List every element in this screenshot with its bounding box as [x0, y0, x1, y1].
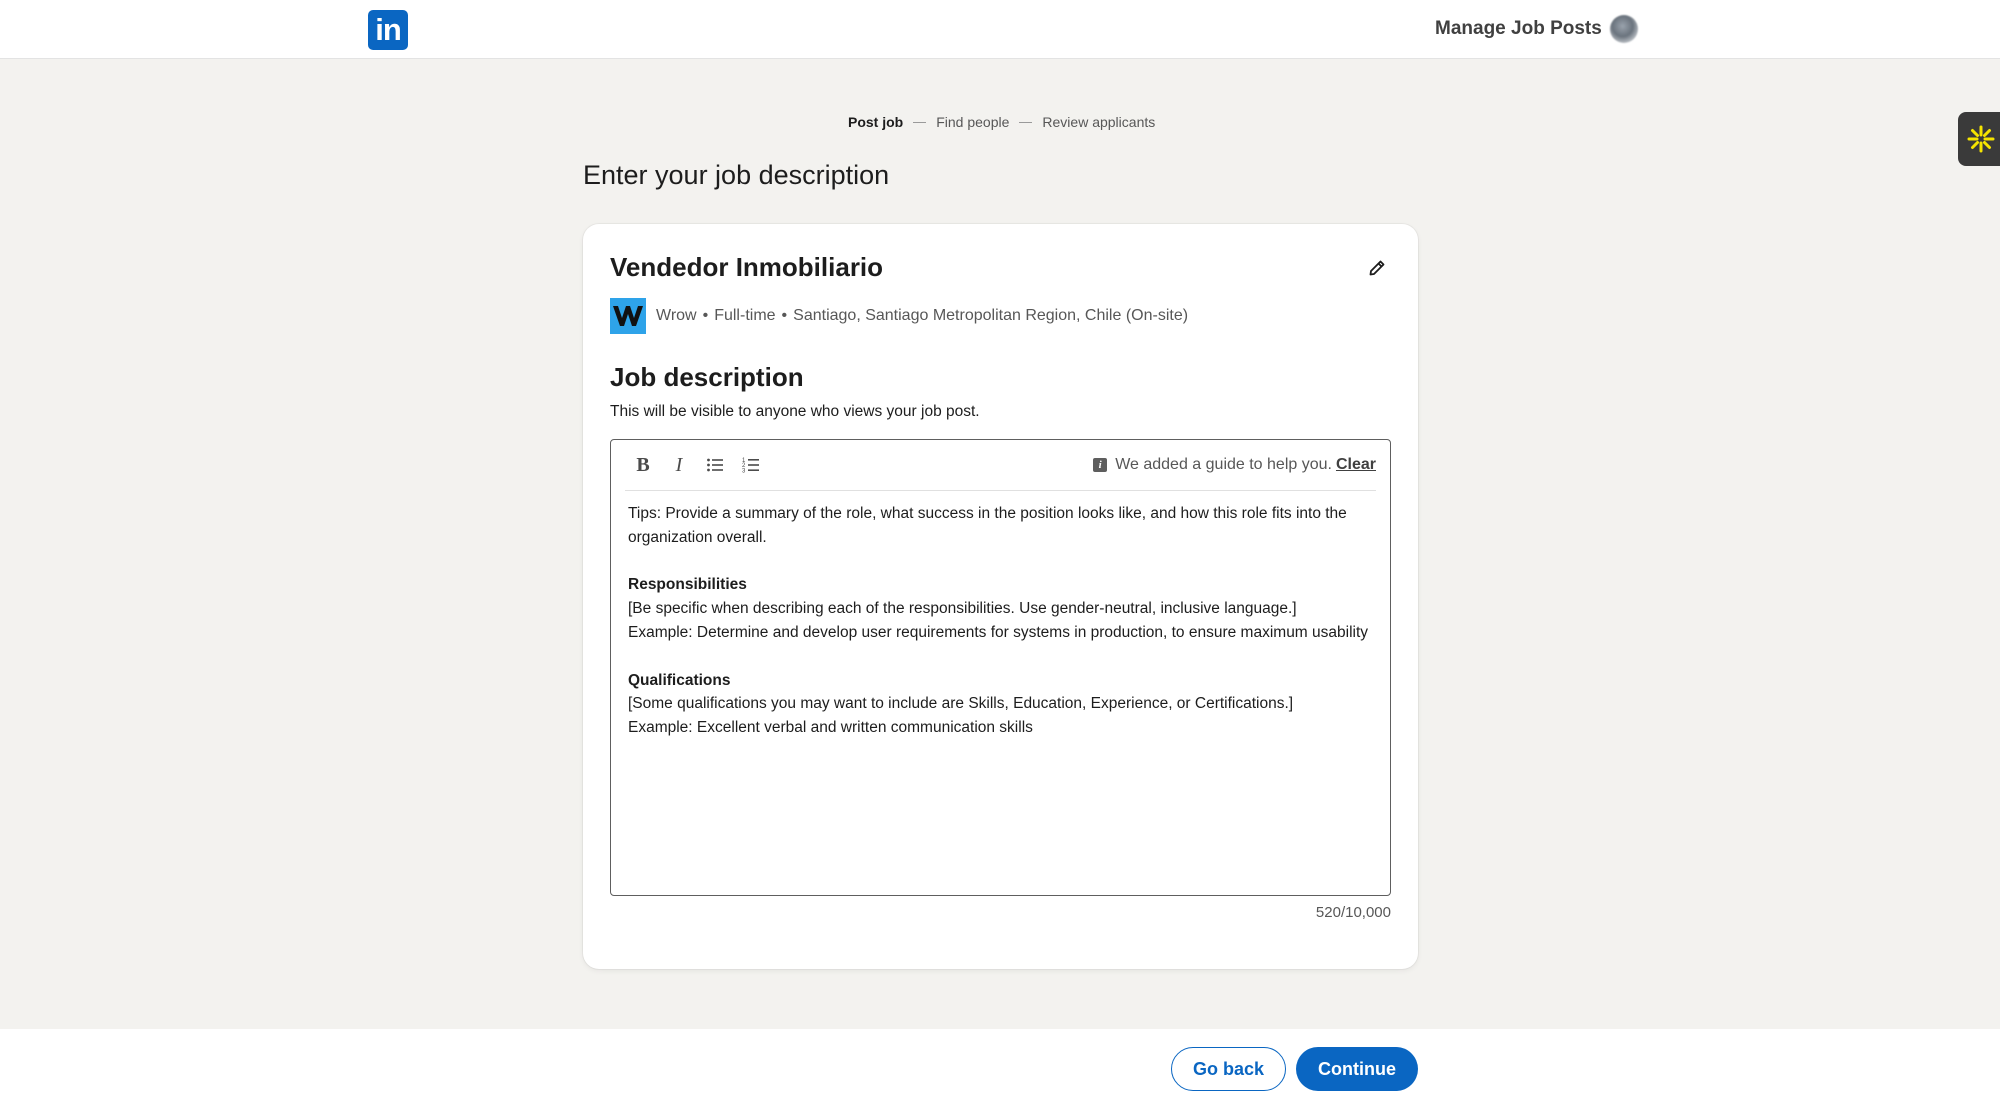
manage-job-posts-link[interactable]: Manage Job Posts — [1435, 18, 1602, 39]
qualifications-heading: Qualifications — [628, 671, 731, 689]
assistant-widget-button[interactable] — [1958, 112, 2000, 166]
company-name: Wrow — [656, 307, 697, 324]
svg-text:1: 1 — [742, 458, 746, 464]
job-description-subtext: This will be visible to anyone who views your job post. — [610, 403, 980, 420]
go-back-button[interactable]: Go back — [1171, 1047, 1286, 1091]
step-divider — [913, 122, 926, 123]
bold-button[interactable] — [625, 447, 661, 483]
meta-separator: • — [702, 307, 709, 324]
company-w-logo-icon — [612, 305, 644, 327]
continue-button[interactable]: Continue — [1296, 1047, 1418, 1091]
edit-job-button[interactable] — [1363, 254, 1391, 282]
editor-text-area[interactable] — [628, 502, 1378, 740]
step-review-applicants: Review applicants — [1042, 114, 1156, 130]
bold-icon: B — [636, 453, 650, 476]
step-divider — [1019, 122, 1032, 123]
editor-toolbar — [625, 440, 1376, 491]
job-description-card — [583, 224, 1418, 969]
svg-text:3: 3 — [742, 468, 746, 474]
top-navigation-bar — [0, 0, 2000, 59]
responsibilities-line: [Be specific when describing each of the responsibilities. Use gender-neutral, inclusive language.] — [628, 600, 1297, 618]
guide-notice — [1093, 456, 1376, 474]
responsibilities-heading: Responsibilities — [628, 576, 747, 594]
tips-text: Tips: Provide a summary of the role, what success in the position looks like, and how this role fits into the organization overall. — [628, 505, 1347, 546]
job-description-editor[interactable] — [610, 439, 1391, 896]
info-icon: i — [1093, 458, 1107, 472]
step-find-people: Find people — [936, 114, 1010, 130]
pencil-icon — [1368, 259, 1386, 277]
job-title: Vendedor Inmobiliario — [610, 252, 884, 282]
bullet-list-button[interactable] — [697, 447, 733, 483]
company-logo — [610, 298, 646, 334]
meta-separator: • — [781, 307, 788, 324]
qualifications-line: [Some qualifications you may want to include are Skills, Education, Experience, or Certifications.] — [628, 695, 1294, 713]
italic-button[interactable] — [661, 447, 697, 483]
progress-stepper — [848, 114, 1155, 130]
italic-icon: I — [675, 453, 683, 476]
guide-text: We added a guide to help you. — [1115, 456, 1332, 473]
employment-type: Full-time — [714, 307, 776, 324]
qualifications-example: Example: Excellent verbal and written communication skills — [628, 719, 1033, 737]
footer-actions — [0, 1029, 2000, 1108]
page-title: Enter your job description — [583, 160, 890, 190]
bullet-list-icon — [706, 457, 724, 473]
responsibilities-example: Example: Determine and develop user requirements for systems in production, to ensure maximum usability — [628, 623, 1369, 641]
clear-guide-link[interactable]: Clear — [1335, 456, 1376, 473]
job-location: Santiago, Santiago Metropolitan Region, Chile (On-site) — [793, 307, 1189, 324]
linkedin-logo[interactable]: in — [368, 10, 408, 50]
job-meta-row — [610, 298, 1188, 334]
numbered-list-icon — [742, 456, 760, 474]
svg-text:2: 2 — [742, 463, 746, 469]
job-description-heading: Job description — [610, 362, 804, 392]
avatar[interactable] — [1610, 15, 1638, 43]
character-count: 520/10,000 — [1315, 904, 1391, 921]
asterisk-icon — [1966, 124, 1996, 154]
numbered-list-button[interactable] — [733, 447, 769, 483]
step-post-job: Post job — [848, 114, 904, 130]
